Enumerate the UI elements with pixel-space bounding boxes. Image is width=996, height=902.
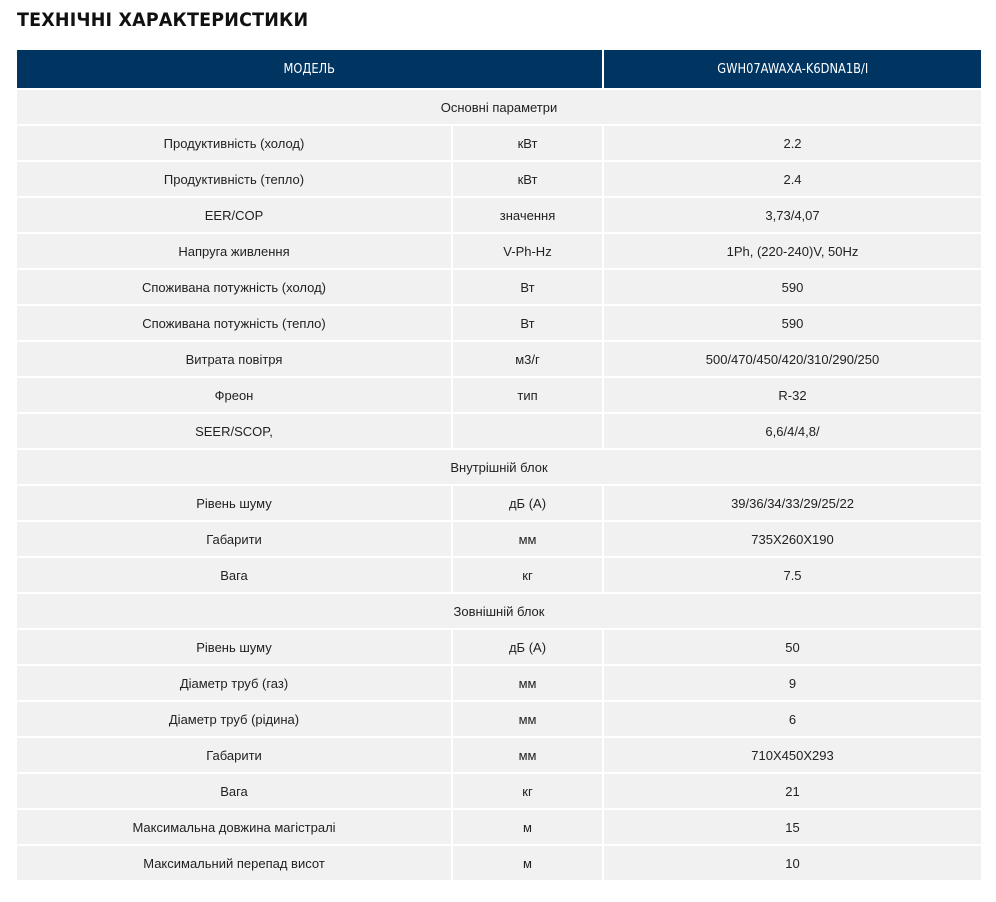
param-cell: SEER/SCOP,: [17, 413, 452, 449]
param-cell: Діаметр труб (газ): [17, 665, 452, 701]
value-cell: 6: [603, 701, 981, 737]
value-cell: 710X450X293: [603, 737, 981, 773]
specs-table: [17, 50, 981, 882]
table-row: [17, 773, 981, 809]
unit-cell: дБ (А): [452, 629, 603, 665]
param-cell: Продуктивність (холод): [17, 125, 452, 161]
page-title: ТЕХНІЧНІ ХАРАКТЕРИСТИКИ: [17, 9, 309, 31]
table-row: [17, 305, 981, 341]
header-row: [17, 50, 981, 89]
param-cell: Вага: [17, 557, 452, 593]
param-cell: Фреон: [17, 377, 452, 413]
model-value: GWH07AWAXA-K6DNA1B/I: [717, 61, 868, 77]
param-cell: Максимальна довжина магістралі: [17, 809, 452, 845]
value-cell: 15: [603, 809, 981, 845]
section-title: Основні параметри: [17, 89, 981, 125]
unit-cell: [452, 413, 603, 449]
table-row: [17, 737, 981, 773]
param-cell: Діаметр труб (рідина): [17, 701, 452, 737]
table-row: [17, 125, 981, 161]
value-cell: 7.5: [603, 557, 981, 593]
table-row: [17, 161, 981, 197]
value-cell: 735X260X190: [603, 521, 981, 557]
specs-table-header: [17, 50, 981, 89]
value-cell: 2.2: [603, 125, 981, 161]
model-label-cell: [17, 50, 603, 89]
param-cell: Продуктивність (тепло): [17, 161, 452, 197]
value-cell: R-32: [603, 377, 981, 413]
unit-cell: м: [452, 809, 603, 845]
param-cell: Габарити: [17, 737, 452, 773]
unit-cell: значення: [452, 197, 603, 233]
table-row: [17, 557, 981, 593]
unit-cell: кг: [452, 557, 603, 593]
value-cell: 50: [603, 629, 981, 665]
table-row: [17, 377, 981, 413]
value-cell: 590: [603, 305, 981, 341]
section-header-row: [17, 593, 981, 629]
unit-cell: мм: [452, 665, 603, 701]
param-cell: Максимальний перепад висот: [17, 845, 452, 881]
table-row: [17, 413, 981, 449]
specs-table-body: [17, 89, 981, 881]
table-row: [17, 197, 981, 233]
param-cell: Габарити: [17, 521, 452, 557]
value-cell: 1Ph, (220-240)V, 50Hz: [603, 233, 981, 269]
value-cell: 3,73/4,07: [603, 197, 981, 233]
param-cell: Споживана потужність (холод): [17, 269, 452, 305]
param-cell: Вага: [17, 773, 452, 809]
value-cell: 21: [603, 773, 981, 809]
value-cell: 39/36/34/33/29/25/22: [603, 485, 981, 521]
table-row: [17, 809, 981, 845]
unit-cell: тип: [452, 377, 603, 413]
param-cell: EER/COP: [17, 197, 452, 233]
unit-cell: м3/г: [452, 341, 603, 377]
unit-cell: Вт: [452, 269, 603, 305]
param-cell: Рівень шуму: [17, 629, 452, 665]
unit-cell: кг: [452, 773, 603, 809]
value-cell: 9: [603, 665, 981, 701]
unit-cell: Вт: [452, 305, 603, 341]
unit-cell: м: [452, 845, 603, 881]
table-row: [17, 845, 981, 881]
value-cell: 10: [603, 845, 981, 881]
value-cell: 2.4: [603, 161, 981, 197]
value-cell: 500/470/450/420/310/290/250: [603, 341, 981, 377]
table-row: [17, 665, 981, 701]
section-header-row: [17, 89, 981, 125]
section-title: Зовнішній блок: [17, 593, 981, 629]
table-row: [17, 701, 981, 737]
param-cell: Напруга живлення: [17, 233, 452, 269]
model-label: МОДЕЛЬ: [283, 61, 336, 77]
unit-cell: мм: [452, 737, 603, 773]
table-row: [17, 341, 981, 377]
table-row: [17, 629, 981, 665]
table-row: [17, 233, 981, 269]
table-row: [17, 269, 981, 305]
section-title: Внутрішній блок: [17, 449, 981, 485]
param-cell: Споживана потужність (тепло): [17, 305, 452, 341]
section-header-row: [17, 449, 981, 485]
value-cell: 590: [603, 269, 981, 305]
unit-cell: V-Ph-Hz: [452, 233, 603, 269]
unit-cell: кВт: [452, 161, 603, 197]
value-cell: 6,6/4/4,8/: [603, 413, 981, 449]
model-value-cell: [603, 50, 981, 89]
unit-cell: кВт: [452, 125, 603, 161]
param-cell: Рівень шуму: [17, 485, 452, 521]
table-row: [17, 485, 981, 521]
unit-cell: мм: [452, 701, 603, 737]
param-cell: Витрата повітря: [17, 341, 452, 377]
table-row: [17, 521, 981, 557]
unit-cell: дБ (А): [452, 485, 603, 521]
unit-cell: мм: [452, 521, 603, 557]
